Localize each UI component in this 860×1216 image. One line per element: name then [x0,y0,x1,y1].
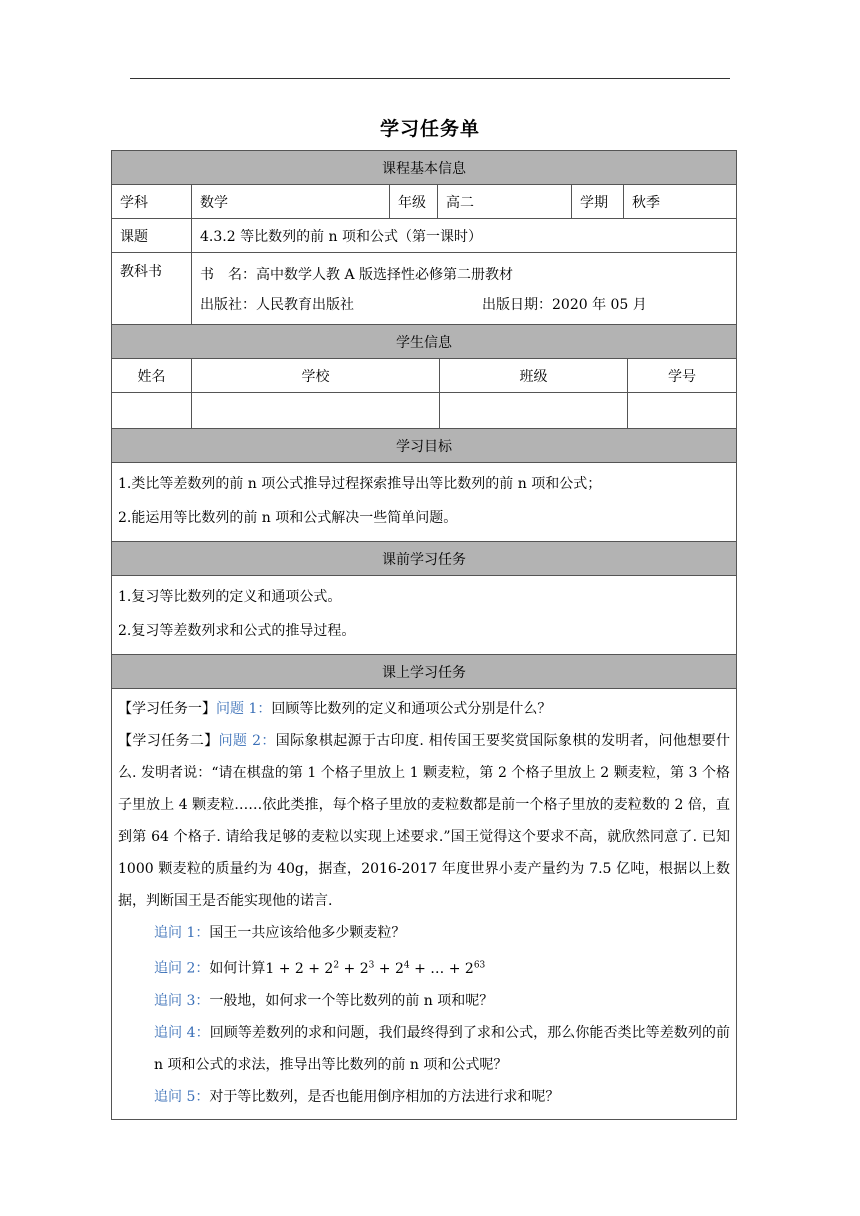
textbook-row [112,253,736,325]
followup-1 [112,917,736,949]
exp-2: 2 [333,960,340,970]
student-id-field[interactable] [628,393,736,428]
followup-label: 追问 3： [154,992,210,1009]
followup-text: 国王一共应该给他多少颗麦粒？ [209,925,406,941]
document-title: 学习任务单 [379,118,480,140]
exp-4: 4 [403,960,410,970]
basic-info-row [112,185,736,219]
textbook-name: 书 名：高中数学人教 A 版选择性必修第二册教材 [200,266,514,283]
pre-task-item: 1.复习等比数列的定义和通项公式。 [118,589,342,605]
formula-base: 1 + 2 + 2 [265,960,334,977]
sum-formula: $1 + 2 + 2^2 + 2^3 + 2^4$ + … + $2^{63}$ [265,960,486,977]
student-input-row [112,393,736,429]
followup-text: 一般地，如何求一个等比数列的前 n 项和呢？ [209,992,494,1009]
topic-value: 4.3.2 等比数列的前 n 项和公式（第一课时） [200,228,482,245]
followup-label: 追问 4： [154,1024,210,1041]
name-header: 姓名 [112,359,192,392]
topic-label: 课题 [112,219,192,252]
term-value: 秋季 [632,194,660,211]
question-1-label: 问题 1： [216,701,272,717]
topic-row [112,219,736,253]
followup-2 [112,949,736,985]
followup-label: 追问 5： [154,1088,210,1105]
question-2-label: 问题 2： [218,733,276,749]
pre-task-item: 2.复习等差数列求和公式的推导过程。 [118,623,356,639]
task-one [112,693,736,725]
followup-4 [112,1017,736,1081]
section-learning-goals: 学习目标 [112,429,736,463]
question-1-text: 回顾等比数列的定义和通项公式分别是什么？ [271,701,552,717]
goal-item: 1.类比等差数列的前 n 项公式推导过程探索推导出等比数列的前 n 项和公式； [118,476,602,492]
task-sheet-table [111,150,737,1120]
followup-label: 追问 1： [154,925,210,941]
pre-task-list [112,576,736,655]
followup-5 [112,1081,736,1113]
textbook-publish-line [200,294,728,314]
student-header-row [112,359,736,393]
grade-label: 年级 [390,185,438,218]
subject-label: 学科 [112,185,192,218]
section-pre-class-tasks: 课前学习任务 [112,542,736,576]
section-basic-info: 课程基本信息 [112,151,736,185]
goals-list [112,463,736,542]
publish-date: 出版日期：2020 年 05 月 [482,296,647,313]
task-two [112,725,736,917]
followup-text: 对于等比数列，是否也能用倒序相加的方法进行求和呢？ [209,1088,560,1105]
publisher: 出版社：人民教育出版社 [200,296,354,313]
followup-text: 如何计算 [209,960,266,977]
question-2-text: 国际象棋起源于古印度. 相传国王要奖赏国际象棋的发明者，问他想要什么. 发明者说：“请在棋盘的第 1 个格子里放上 1 颗麦粒，第 2 个格子里放上 2 颗麦粒，第 3 个格子里放上 4 颗麦粒……依此类推，每个格子里放的麦粒数都是前一个格子里放的麦粒数的 2 倍，直到第 64 个格子. 请给我足够的麦粒以实现上述要求.”国王觉得这个要求不高，就欣然同意了. 已知 1000 颗麦粒的质量约为 40g，据查，2016-2017 年度世界小麦产量约为 7.5 亿吨，根据以上数据，判断国王是否能实现他的诺言. [118,733,730,909]
school-header: 学校 [192,359,440,392]
subject-value: 数学 [192,185,390,218]
in-class-task-content [112,689,736,1119]
goal-item: 2.能运用等比数列的前 n 项和公式解决一些简单问题。 [118,510,458,526]
followup-label: 追问 2： [154,960,210,977]
followup-text: 回顾等差数列的求和问题，我们最终得到了求和公式，那么你能否类比等差数列的前 n 项和公式的求法，推导出等比数列的前 n 项和公式呢？ [154,1024,731,1073]
header-rule [130,78,730,79]
section-student-info: 学生信息 [112,325,736,359]
task-two-tag: 【学习任务二】 [118,733,219,749]
task-one-tag: 【学习任务一】 [118,701,216,717]
school-field[interactable] [192,393,440,428]
term-label: 学期 [572,185,624,218]
class-header: 班级 [440,359,628,392]
followup-3 [112,985,736,1017]
name-field[interactable] [112,393,192,428]
textbook-details [192,253,736,324]
exp-63: 63 [473,960,486,970]
exp-3: 3 [368,960,375,970]
section-in-class-tasks: 课上学习任务 [112,655,736,689]
textbook-label: 教科书 [112,253,192,324]
grade-value: 高二 [438,185,572,218]
student-id-header: 学号 [668,368,696,385]
class-field[interactable] [440,393,628,428]
